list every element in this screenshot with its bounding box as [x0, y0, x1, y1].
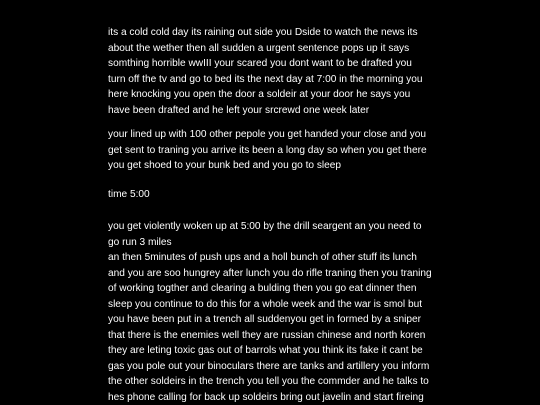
text-line: time 5:00: [108, 189, 150, 200]
text-line: here knocking you open the door a soldeir at your door he says you: [108, 89, 411, 100]
text-line: of working togther and clearing a bulding then you go eat dinner then: [108, 283, 417, 294]
text-line: gas you pole out your binoculars there are tanks and artillery you inform: [108, 360, 430, 372]
text-line: about the wether then all sudden a urgent sentence pops up it says: [108, 42, 410, 54]
paragraph-time: [108, 187, 150, 203]
text-line: sleep you continue to do this for a whole week and the war is smol but: [108, 298, 423, 310]
text-line: hes phone calling for back up soldeirs bring out javelin and start fireing: [108, 391, 424, 403]
paragraph-2: [108, 127, 427, 174]
text-line: that there is the enemies well they are russian chinese and north koren: [108, 329, 426, 341]
text-line: they are leting toxic gas out of barrols what you think its fake it cant be: [108, 345, 423, 356]
text-line: have been drafted and he left your srcrewd one week later: [108, 104, 370, 116]
text-line: you get violently woken up at 5:00 by the drill seargent an you need to: [108, 221, 422, 232]
paragraph-1: [108, 25, 422, 118]
text-line: and you are soo hungrey after lunch you do rifle traning then you traning: [108, 267, 432, 279]
text-line: you get shoed to your bunk bed and you go to sleep: [108, 160, 342, 171]
text-line: an then 5minutes of push ups and a holl bunch of other stuff its lunch: [108, 252, 417, 263]
text-line: get sent to traning you arrive its been a long day so when you get there: [108, 144, 427, 156]
paragraph-4: [108, 219, 432, 405]
text-line: the other soldeirs in the trench you tell you the commder and he talks to: [108, 376, 429, 387]
text-line: its a cold cold day its raining out side you Dside to watch the news its: [108, 27, 418, 38]
text-line: your lined up with 100 other pepole you get handed your close and you: [108, 129, 427, 140]
text-line: turn off the tv and go to bed its the next day at 7:00 in the morning you: [108, 73, 423, 85]
text-line: you have been put in a trench all suddenyou get in formed by a sniper: [108, 314, 421, 325]
text-line: go run 3 miles: [108, 236, 172, 248]
text-line: somthing horrible wwIII your scared you dont want to be drafted you: [108, 58, 412, 69]
